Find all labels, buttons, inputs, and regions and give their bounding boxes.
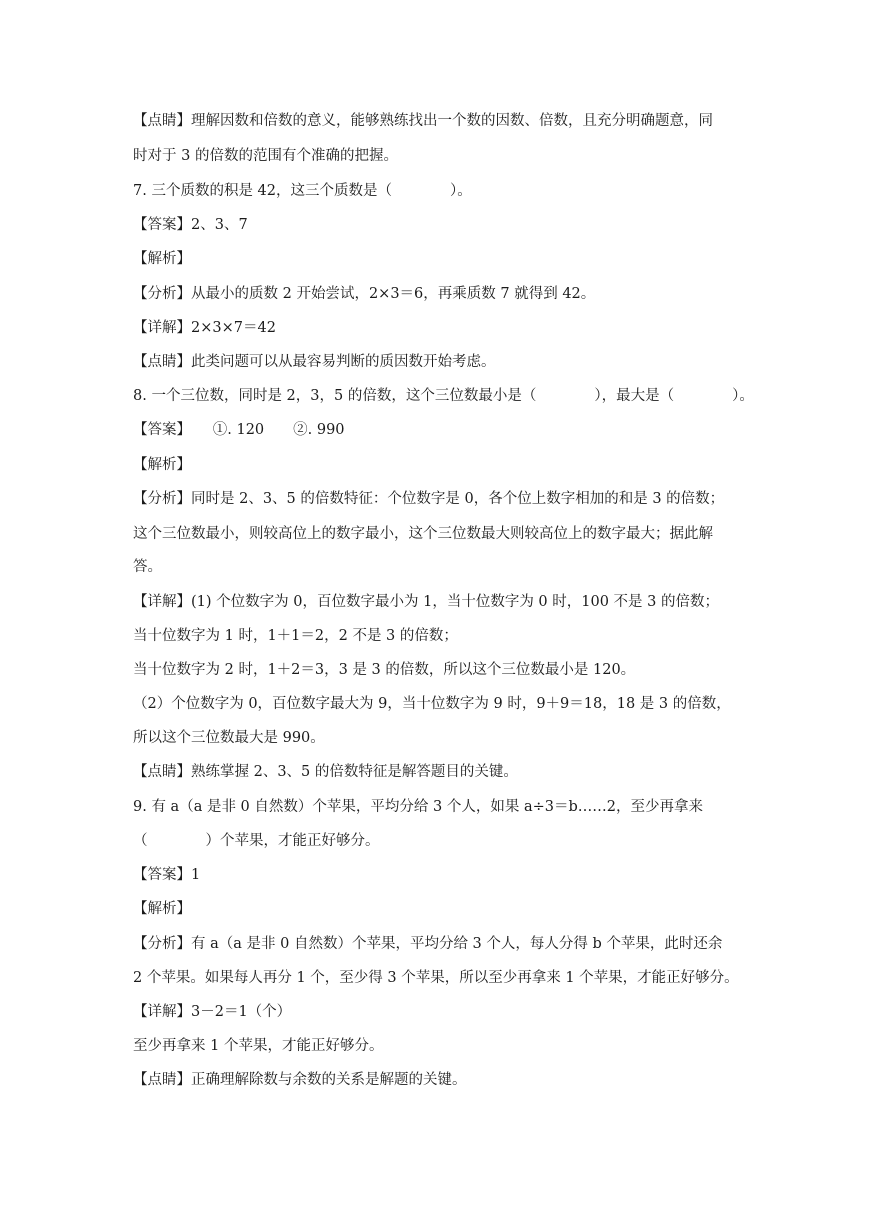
text-line: 当十位数字为 1 时，1＋1＝2，2 不是 3 的倍数； — [133, 628, 458, 644]
text-line: 【点睛】理解因数和倍数的意义，能够熟练找出一个数的因数、倍数，且充分明确题意，同 — [133, 113, 713, 129]
question-8: 8. 一个三位数，同时是 2，3，5 的倍数，这个三位数最小是（ ），最大是（ ）。 — [133, 388, 754, 404]
text-line: 【详解】3－2＝1（个） — [133, 1004, 292, 1020]
question-9: 9. 有 a（a 是非 0 自然数）个苹果，平均分给 3 个人，如果 a÷3＝b……2，至少再拿来 — [133, 799, 703, 815]
text-line: 【点睛】正确理解除数与余数的关系是解题的关键。 — [133, 1072, 467, 1088]
text-line: 【点睛】熟练掌握 2、3、5 的倍数特征是解答题目的关键。 — [133, 764, 518, 780]
text-line: （ ）个苹果，才能正好够分。 — [133, 833, 380, 849]
text-line: 答。 — [133, 559, 162, 575]
answer-line: 【答案】 ①. 120 ②. 990 — [133, 422, 345, 438]
analysis-heading: 【解析】 — [133, 457, 191, 473]
text-line: 时对于 3 的倍数的范围有个准确的把握。 — [133, 148, 398, 164]
text-line: 【分析】从最小的质数 2 开始尝试，2×3＝6，再乘质数 7 就得到 42。 — [133, 286, 596, 302]
text-line: 【点睛】此类问题可以从最容易判断的质因数开始考虑。 — [133, 354, 496, 370]
text-line: 当十位数字为 2 时，1＋2＝3，3 是 3 的倍数，所以这个三位数最小是 120。 — [133, 662, 636, 678]
text-line: 【分析】同时是 2、3、5 的倍数特征：个位数字是 0，各个位上数字相加的和是 3 的倍数； — [133, 491, 725, 507]
text-line: 【分析】有 a（a 是非 0 自然数）个苹果，平均分给 3 个人，每人分得 b 个苹果，此时还余 — [133, 936, 723, 952]
text-line: 至少再拿来 1 个苹果，才能正好够分。 — [133, 1038, 384, 1054]
text-line: （2）个位数字为 0，百位数字最大为 9，当十位数字为 9 时，9＋9＝18，18 是 3 的倍数， — [133, 696, 731, 712]
text-line: 所以这个三位数最大是 990。 — [133, 730, 325, 746]
text-line: 【详解】2×3×7＝42 — [133, 320, 276, 336]
analysis-heading: 【解析】 — [133, 251, 191, 267]
text-line: 这个三位数最小，则较高位上的数字最小，这个三位数最大则较高位上的数字最大；据此解 — [133, 526, 713, 542]
text-line: 【详解】(1) 个位数字为 0，百位数字最小为 1，当十位数字为 0 时，100 不是 3 的倍数； — [133, 594, 719, 610]
answer-line: 【答案】2、3、7 — [133, 217, 248, 233]
analysis-heading: 【解析】 — [133, 901, 191, 917]
answer-line: 【答案】1 — [133, 867, 201, 883]
question-7: 7. 三个质数的积是 42，这三个质数是（ ）。 — [133, 183, 472, 199]
text-line: 2 个苹果。如果每人再分 1 个，至少得 3 个苹果，所以至少再拿来 1 个苹果，才能正好够分。 — [133, 970, 739, 986]
